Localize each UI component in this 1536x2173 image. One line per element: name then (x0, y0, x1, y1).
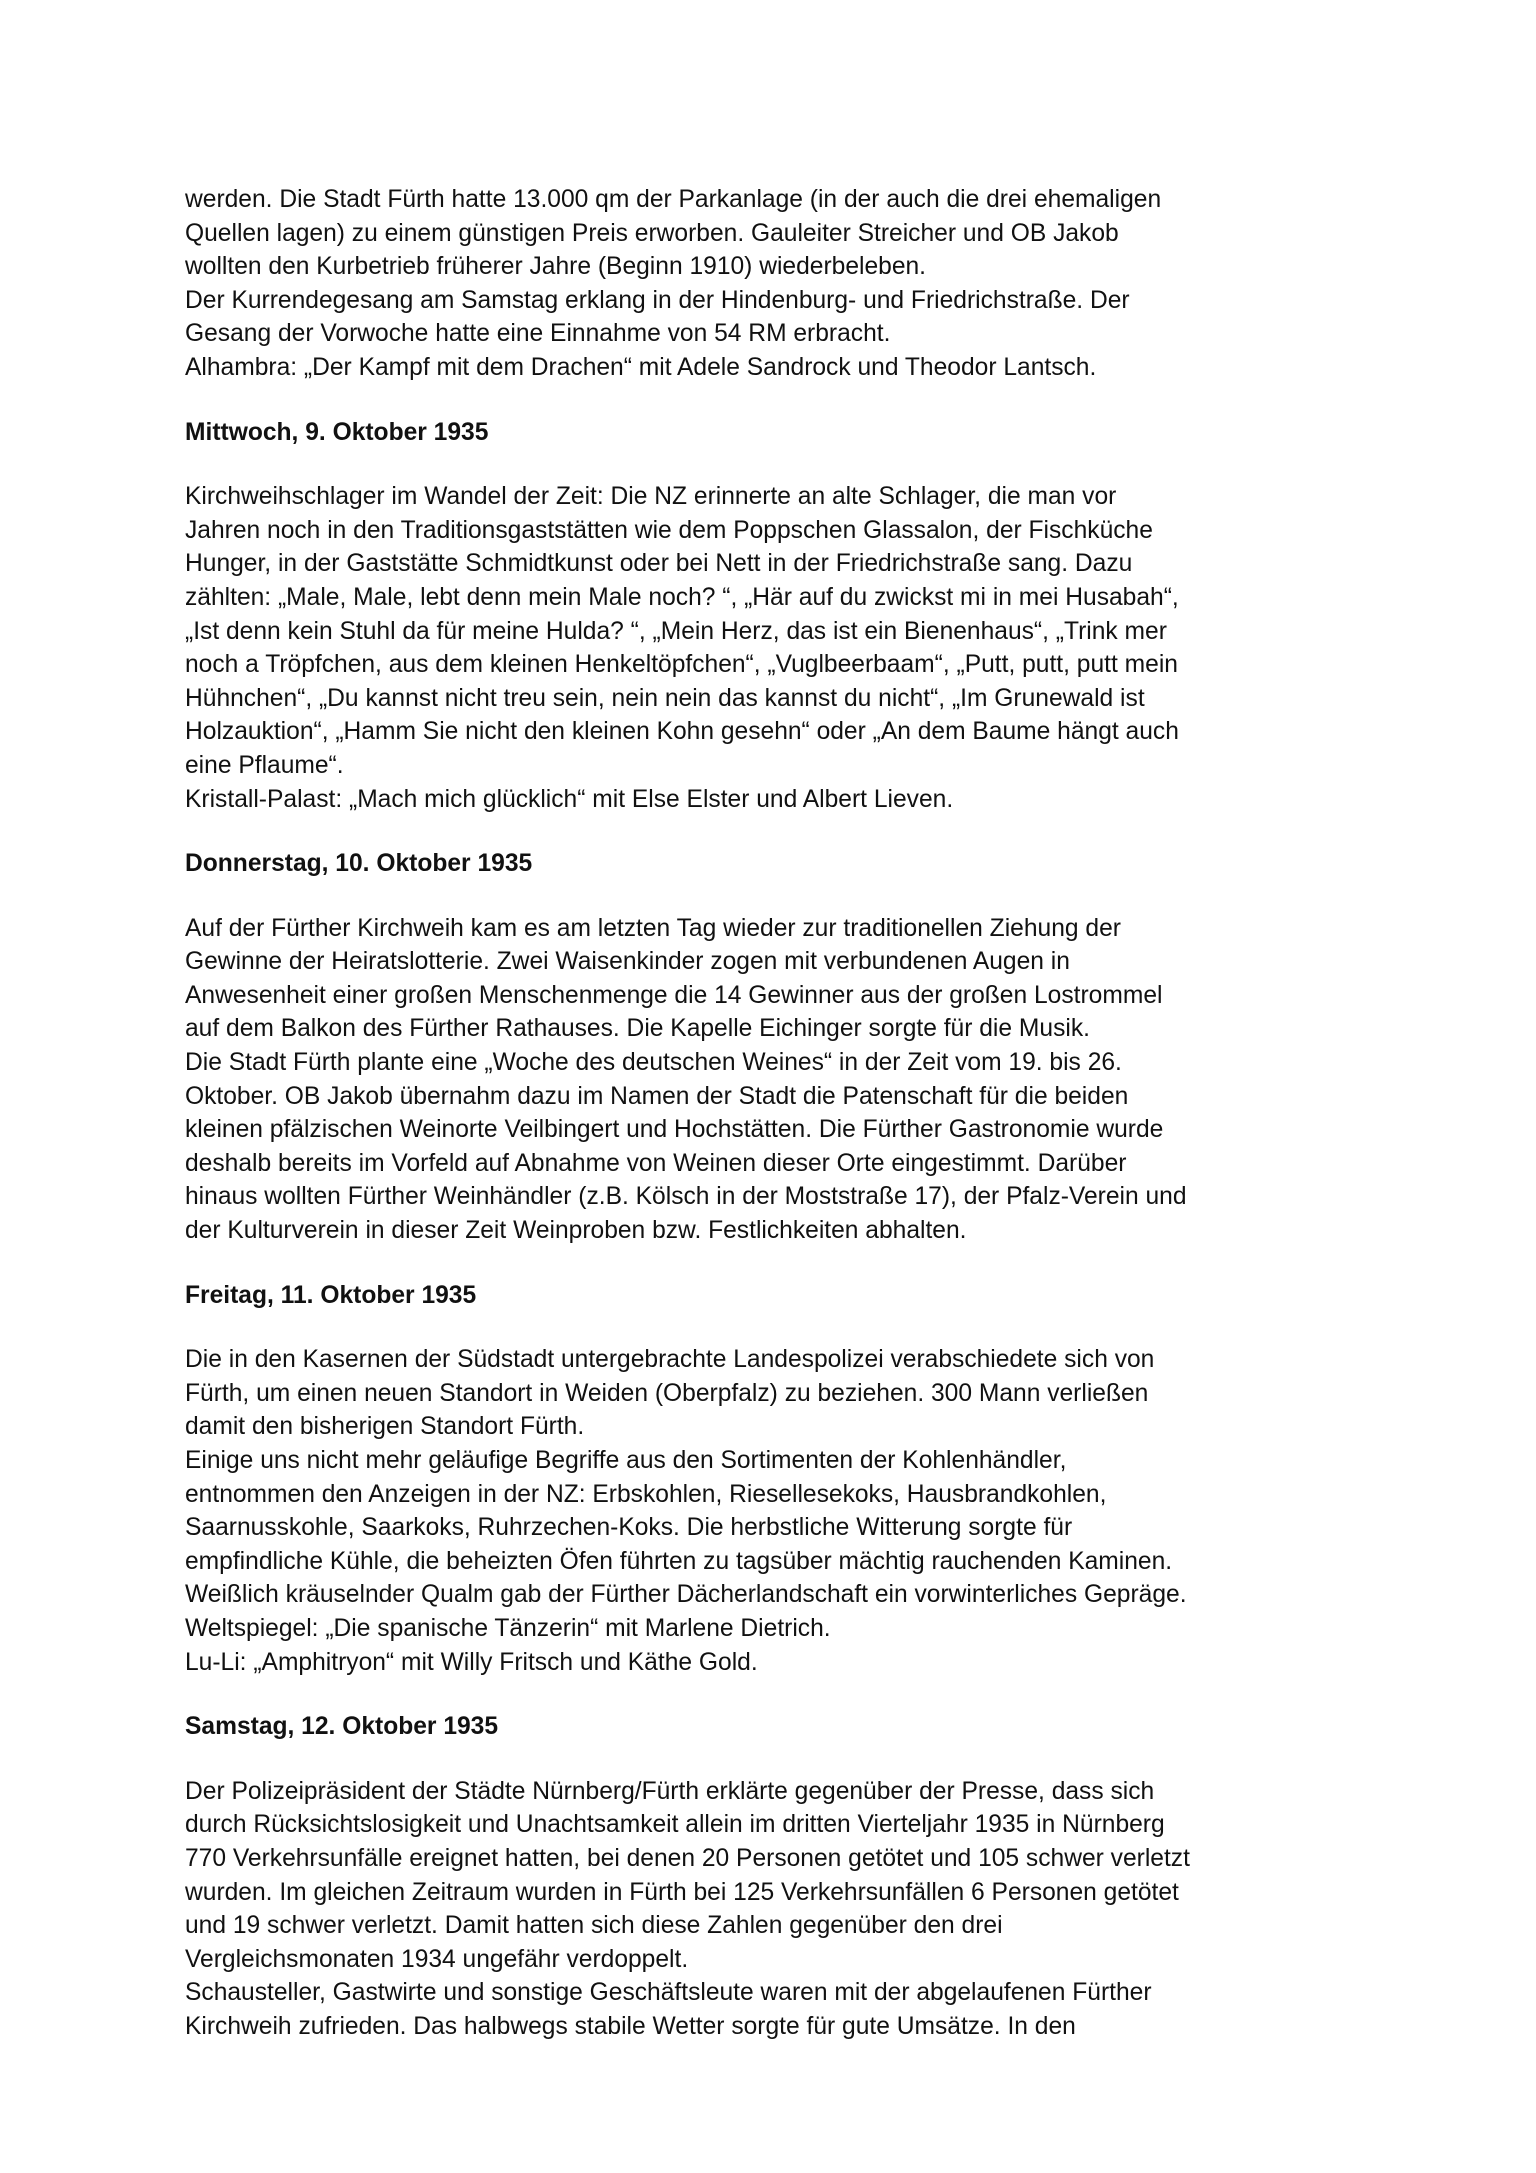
section-friday (185, 1248, 1365, 1680)
text-line: Anwesenheit einer großen Menschenmenge die 14 Gewinner aus der großen Lostrommel (185, 981, 1163, 1009)
document-page (185, 183, 1365, 2044)
section-thursday (185, 816, 1365, 1248)
text-line: Weltspiegel: „Die spanische Tänzerin“ mit Marlene Dietrich. (185, 1614, 831, 1642)
text-line: deshalb bereits im Vorfeld auf Abnahme von Weinen dieser Orte eingestimmt. Darüber (185, 1149, 1127, 1177)
text-line: werden. Die Stadt Fürth hatte 13.000 qm der Parkanlage (in der auch die drei ehemaligen (185, 186, 1162, 213)
text-line: „Ist denn kein Stuhl da für meine Hulda? “, „Mein Herz, das ist ein Bienenhaus“, „Trink mer (185, 617, 1167, 645)
section-heading: Mittwoch, 9. Oktober 1935 (185, 418, 489, 446)
text-line: Fürth, um einen neuen Standort in Weiden (Oberpfalz) zu beziehen. 300 Mann verließen (185, 1379, 1149, 1407)
section-heading: Freitag, 11. Oktober 1935 (185, 1281, 477, 1309)
section-heading: Donnerstag, 10. Oktober 1935 (185, 850, 533, 878)
text-line: Weißlich kräuselnder Qualm gab der Fürther Dächerlandschaft ein vorwinterliches Gepräge. (185, 1581, 1187, 1609)
text-line: Oktober. OB Jakob übernahm dazu im Namen der Stadt die Patenschaft für die beiden (185, 1082, 1129, 1110)
text-line: Saarnusskohle, Saarkoks, Ruhrzechen-Koks. Die herbstliche Witterung sorgte für (185, 1514, 1073, 1542)
text-line: noch a Tröpfchen, aus dem kleinen Henkeltöpfchen“, „Vuglbeerbaam“, „Putt, putt, putt mein (185, 651, 1178, 679)
text-line: Der Kurrendegesang am Samstag erklang in der Hindenburg- und Friedrichstraße. Der (185, 286, 1130, 314)
section-body (185, 1343, 1365, 1679)
text-line: Hühnchen“, „Du kannst nicht treu sein, nein nein das kannst du nicht“, „Im Grunewald ist (185, 684, 1145, 712)
text-line: Lu-Li: „Amphitryon“ mit Willy Fritsch und Käthe Gold. (185, 1648, 758, 1676)
text-line: Die Stadt Fürth plante eine „Woche des deutschen Weines“ in der Zeit vom 19. bis 26. (185, 1049, 1122, 1077)
text-line: damit den bisherigen Standort Fürth. (185, 1413, 585, 1441)
text-line: Quellen lagen) zu einem günstigen Preis erworben. Gauleiter Streicher und OB Jakob (185, 219, 1119, 247)
text-line: Gesang der Vorwoche hatte eine Einnahme von 54 RM erbracht. (185, 320, 891, 348)
text-line: Holzauktion“, „Hamm Sie nicht den kleinen Kohn gesehn“ oder „An dem Baume hängt auch (185, 718, 1179, 746)
text-line: empfindliche Kühle, die beheizten Öfen führten zu tagsüber mächtig rauchenden Kaminen. (185, 1547, 1173, 1575)
text-line: kleinen pfälzischen Weinorte Veilbingert und Hochstätten. Die Fürther Gastronomie wurde (185, 1116, 1164, 1144)
text-line: auf dem Balkon des Fürther Rathauses. Die Kapelle Eichinger sorgte für die Musik. (185, 1015, 1090, 1043)
section-body (185, 480, 1365, 816)
text-line: eine Pflaume“. (185, 751, 344, 779)
text-line: Auf der Fürther Kirchweih kam es am letzten Tag wieder zur traditionellen Ziehung der (185, 914, 1121, 942)
section-saturday (185, 1679, 1365, 2043)
text-line: Einige uns nicht mehr geläufige Begriffe aus den Sortimenten der Kohlenhändler, (185, 1447, 1067, 1474)
text-line: durch Rücksichtslosigkeit und Unachtsamkeit allein im dritten Vierteljahr 1935 in Nürnberg (185, 1811, 1165, 1839)
text-line: entnommen den Anzeigen in der NZ: Erbskohlen, Riesellesekoks, Hausbrandkohlen, (185, 1480, 1107, 1508)
text-line: Die in den Kasernen der Südstadt untergebrachte Landespolizei verabschiedete sich von (185, 1346, 1155, 1374)
text-line: zählten: „Male, Male, lebt denn mein Male noch? “, „Här auf du zwickst mi in mei Husabah“, (185, 583, 1179, 611)
text-line: wurden. Im gleichen Zeitraum wurden in Fürth bei 125 Verkehrsunfällen 6 Personen getötet (185, 1878, 1179, 1906)
text-line: Vergleichsmonaten 1934 ungefähr verdoppelt. (185, 1945, 689, 1973)
section-heading: Samstag, 12. Oktober 1935 (185, 1713, 499, 1741)
section-body (185, 1775, 1365, 2044)
text-line: 770 Verkehrsunfälle ereignet hatten, bei denen 20 Personen getötet und 105 schwer verletzt (185, 1844, 1190, 1872)
text-line: und 19 schwer verletzt. Damit hatten sich diese Zahlen gegenüber den drei (185, 1912, 1003, 1940)
text-line: Der Polizeipräsident der Städte Nürnberg/Fürth erklärte gegenüber der Presse, dass sich (185, 1777, 1155, 1805)
text-line: Alhambra: „Der Kampf mit dem Drachen“ mit Adele Sandrock und Theodor Lantsch. (185, 353, 1097, 381)
text-line: hinaus wollten Fürther Weinhändler (z.B. Kölsch in der Moststraße 17), der Pfalz-Verein und (185, 1183, 1187, 1211)
text-line: Hunger, in der Gaststätte Schmidtkunst oder bei Nett in der Friedrichstraße sang. Dazu (185, 550, 1133, 578)
text-line: Jahren noch in den Traditionsgaststätten wie dem Poppschen Glassalon, der Fischküche (185, 516, 1153, 544)
text-line: Gewinne der Heiratslotterie. Zwei Waisenkinder zogen mit verbundenen Augen in (185, 948, 1070, 976)
text-line: wollten den Kurbetrieb früherer Jahre (Beginn 1910) wiederbeleben. (185, 253, 927, 281)
text-line: Schausteller, Gastwirte und sonstige Geschäftsleute waren mit der abgelaufenen Fürther (185, 1979, 1152, 2007)
text-line: Kristall-Palast: „Mach mich glücklich“ mit Else Elster und Albert Lieven. (185, 785, 954, 813)
intro-paragraph (185, 183, 1365, 385)
section-wednesday (185, 385, 1365, 817)
text-line: Kirchweihschlager im Wandel der Zeit: Die NZ erinnerte an alte Schlager, die man vor (185, 483, 1117, 511)
text-line: der Kulturverein in dieser Zeit Weinproben bzw. Festlichkeiten abhalten. (185, 1217, 967, 1245)
section-body (185, 912, 1365, 1248)
text-line: Kirchweih zufrieden. Das halbwegs stabile Wetter sorgte für gute Umsätze. In den (185, 2012, 1076, 2040)
